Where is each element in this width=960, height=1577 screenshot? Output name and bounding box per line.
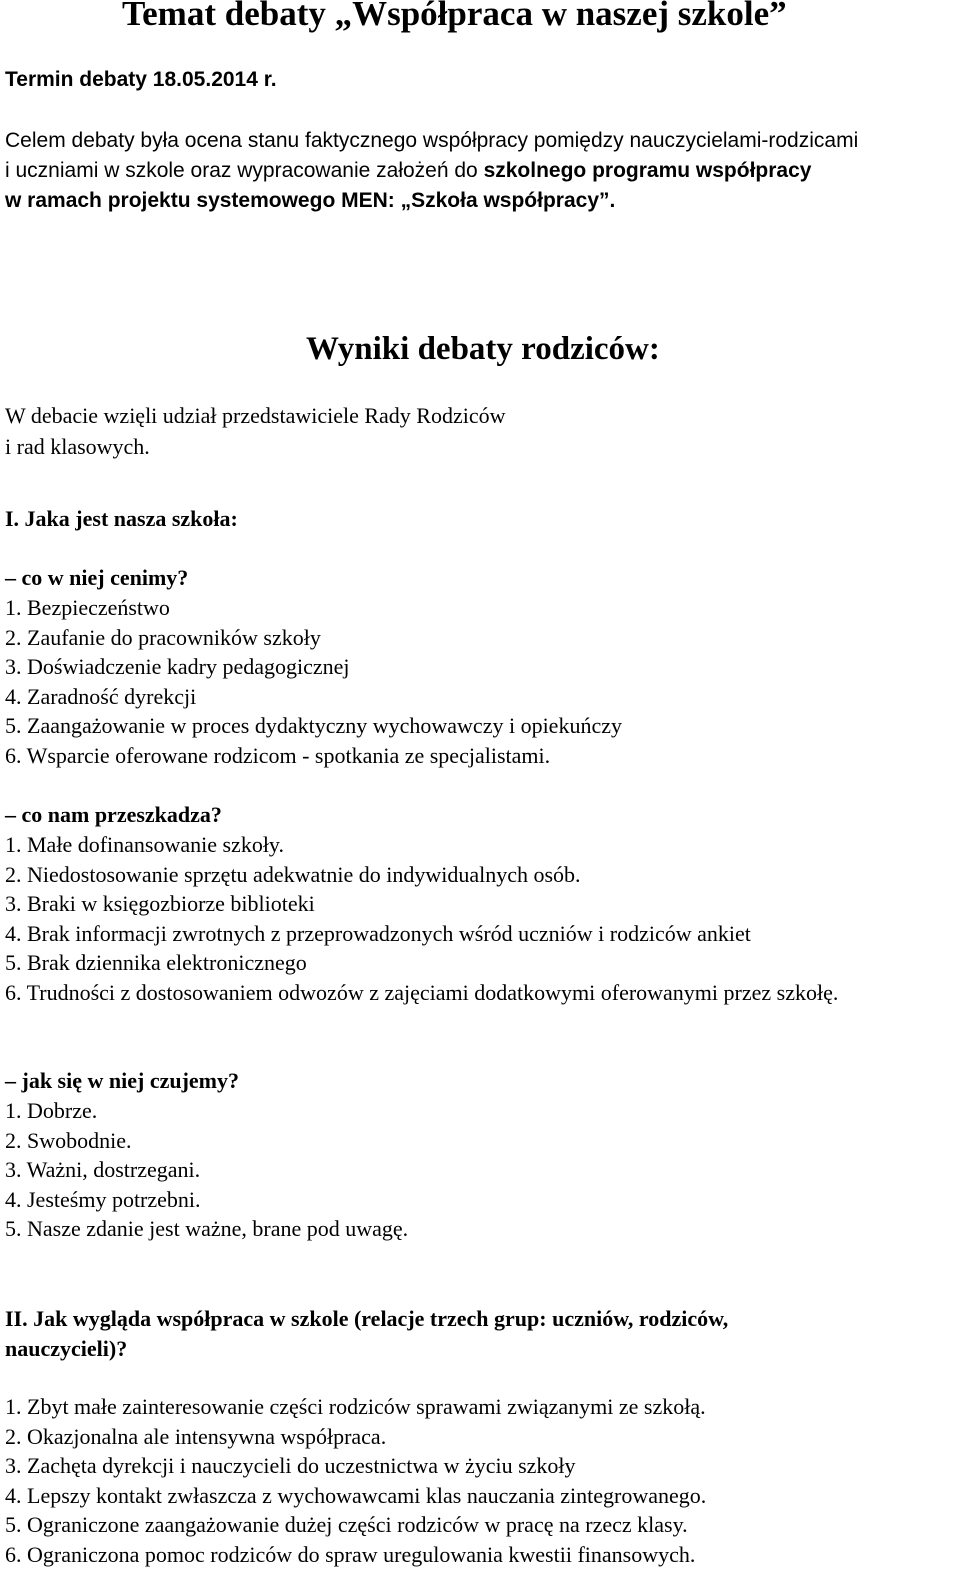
list-item: 6. Ograniczona pomoc rodziców do spraw uregulowania kwestii finansowych.: [5, 1541, 696, 1567]
list-item: 3. Ważni, dostrzegani.: [5, 1157, 201, 1183]
list-item: 1. Małe dofinansowanie szkoły.: [5, 832, 285, 857]
list-item: 5. Ograniczone zaangażowanie dużej części rodziców w pracę na rzecz klasy.: [5, 1512, 688, 1538]
section-1-heading: I. Jaka jest nasza szkoła:: [5, 506, 238, 531]
valued-heading: – co w niej cenimy?: [5, 565, 189, 590]
participants-paragraph: [5, 400, 506, 462]
intro-line-2-text: i uczniami w szkole oraz wypracowanie założeń do: [5, 159, 484, 182]
intro-line-2: [5, 156, 955, 186]
list-item: 6. Wsparcie oferowane rodzicom - spotkania ze specjalistami.: [5, 742, 551, 768]
feelings-heading: – jak się w niej czujemy?: [5, 1068, 240, 1093]
list-item: 3. Zachęta dyrekcji i nauczycieli do uczestnictwa w życiu szkoły: [5, 1453, 576, 1479]
list-item: 5. Zaangażowanie w proces dydaktyczny wychowawczy i opiekuńczy: [5, 713, 622, 739]
intro-program-name: szkolnego programu współpracy: [483, 159, 812, 182]
list-item: 6. Trudności z dostosowaniem odwozów z zajęciami dodatkowymi oferowanymi przez szkołę.: [5, 979, 839, 1005]
intro-line-3: w ramach projektu systemowego MEN: „Szkoła współpracy”.: [5, 189, 616, 212]
list-item: 4. Lepszy kontakt zwłaszcza z wychowawcami klas nauczania zintegrowanego.: [5, 1482, 707, 1508]
intro-paragraph: [5, 126, 955, 216]
list-item: 2. Okazjonalna ale intensywna współpraca.: [5, 1423, 387, 1449]
list-item: 4. Jesteśmy potrzebni.: [5, 1186, 201, 1212]
list-item: 1. Bezpieczeństwo: [5, 595, 170, 620]
list-item: 3. Braki w księgozbiorze biblioteki: [5, 891, 315, 917]
obstacles-heading: – co nam przeszkadza?: [5, 802, 222, 827]
section-2-heading: [5, 1304, 728, 1364]
list-item: 3. Doświadczenie kadry pedagogicznej: [5, 654, 350, 680]
section-2-heading-line-2: nauczycieli)?: [5, 1336, 128, 1361]
obstacles-list: [5, 830, 955, 1008]
section-2-heading-line-1: II. Jak wygląda współpraca w szkole (relacje trzech grup: uczniów, rodziców,: [5, 1306, 729, 1331]
list-item: 4. Brak informacji zwrotnych z przeprowadzonych wśród uczniów i rodziców ankiet: [5, 920, 751, 946]
list-item: 1. Dobrze.: [5, 1098, 98, 1123]
participants-line-2: i rad klasowych.: [5, 434, 150, 459]
intro-line-1: Celem debaty była ocena stanu faktycznego współpracy pomiędzy nauczycielami-rodzicami: [5, 129, 859, 152]
cooperation-list: [5, 1392, 955, 1570]
list-item: 2. Swobodnie.: [5, 1127, 132, 1153]
feelings-list: [5, 1096, 955, 1244]
participants-line-1: W debacie wzięli udział przedstawiciele Rady Rodziców: [5, 403, 506, 428]
document-title: Temat debaty „Współpraca w naszej szkole”: [122, 0, 787, 33]
list-item: 4. Zaradność dyrekcji: [5, 683, 197, 709]
list-item: 5. Nasze zdanie jest ważne, brane pod uwagę.: [5, 1216, 409, 1242]
list-item: 2. Niedostosowanie sprzętu adekwatnie do indywidualnych osób.: [5, 861, 581, 887]
list-item: 2. Zaufanie do pracowników szkoły: [5, 624, 321, 650]
valued-list: [5, 593, 955, 771]
results-title: Wyniki debaty rodziców:: [306, 331, 660, 367]
debate-date: Termin debaty 18.05.2014 r.: [5, 68, 277, 91]
list-item: 5. Brak dziennika elektronicznego: [5, 950, 307, 976]
list-item: 1. Zbyt małe zainteresowanie części rodziców sprawami związanymi ze szkołą.: [5, 1394, 706, 1419]
